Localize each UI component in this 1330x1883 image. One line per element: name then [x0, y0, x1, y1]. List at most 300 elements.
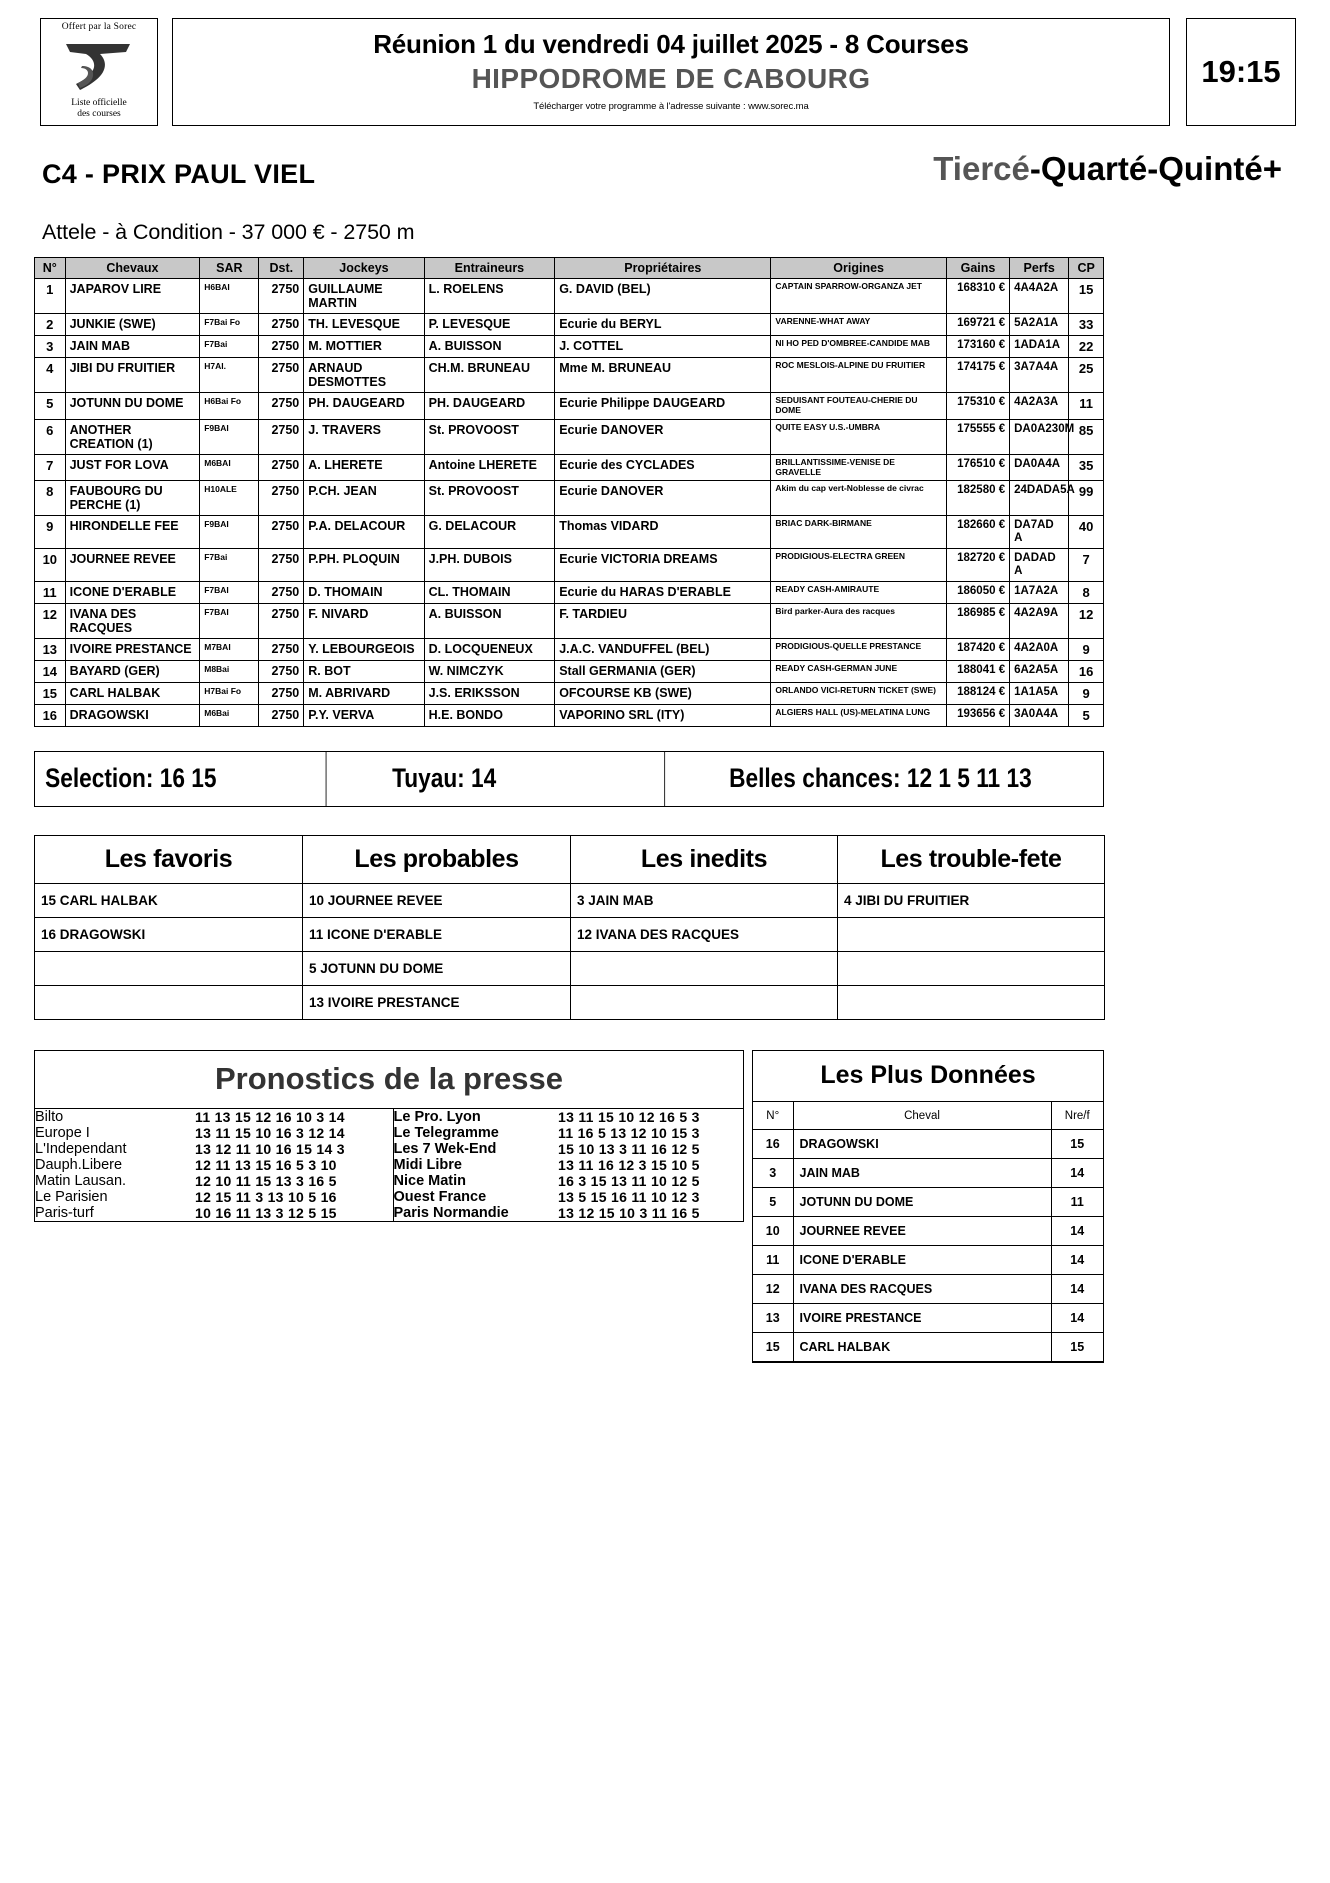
- col-header-trainers: Entraineurs: [424, 258, 555, 279]
- runner-trainer: L. ROELENS: [424, 279, 555, 314]
- runner-origin: NI HO PED D'OMBREE-CANDIDE MAB: [771, 336, 946, 358]
- runner-owner: Ecurie Philippe DAUGEARD: [555, 393, 771, 420]
- most-played-row: [753, 1188, 1103, 1217]
- group-cell: 4 JIBI DU FRUITIER: [838, 883, 1105, 917]
- press-source-name: Ouest France: [393, 1189, 558, 1205]
- runner-jockey: A. LHERETE: [304, 454, 424, 481]
- group-cell: 15 CARL HALBAK: [35, 883, 303, 917]
- col-header-origins: Origines: [771, 258, 946, 279]
- table-row: [35, 581, 1104, 603]
- press-source-name: Le Telegramme: [393, 1125, 558, 1141]
- group-header-trouble-fete: Les trouble-fete: [838, 835, 1105, 883]
- most-played-horse: JAIN MAB: [793, 1159, 1051, 1188]
- runner-sar: F9BAI: [200, 516, 259, 549]
- most-played-number: 15: [753, 1333, 793, 1362]
- press-source-picks: 10 16 11 13 3 12 5 15: [195, 1204, 337, 1221]
- runner-cp: 33: [1069, 314, 1104, 336]
- runner-perfs: 1ADA1A: [1010, 336, 1069, 358]
- runner-horse-name: FAUBOURG DU PERCHE (1): [65, 481, 200, 516]
- runner-trainer: G. DELACOUR: [424, 516, 555, 549]
- group-header-inedits: Les inedits: [571, 835, 838, 883]
- most-played-horse: JOURNEE REVEE: [793, 1217, 1051, 1246]
- press-predictions-table: [35, 1109, 743, 1221]
- bet-type-quarte-quinte: -Quarté-Quinté+: [1029, 150, 1282, 187]
- runner-jockey: R. BOT: [304, 660, 424, 682]
- runner-gains: 175555 €: [946, 419, 1009, 454]
- press-source-picks: 12 15 11 3 13 10 5 16: [195, 1188, 337, 1205]
- runner-distance: 2750: [259, 549, 304, 582]
- most-played-table: [753, 1102, 1103, 1363]
- runner-distance: 2750: [259, 704, 304, 726]
- runner-sar: H7Bai Fo: [200, 682, 259, 704]
- col-header-distance: Dst.: [259, 258, 304, 279]
- runner-sar: M7BAI: [200, 638, 259, 660]
- col-header-gains: Gains: [946, 258, 1009, 279]
- runner-origin: VARENNE-WHAT AWAY: [771, 314, 946, 336]
- runner-perfs: 4A4A2A: [1010, 279, 1069, 314]
- table-row: [35, 358, 1104, 393]
- group-row: [35, 985, 1105, 1019]
- runner-perfs: 24DADA5A: [1010, 481, 1069, 516]
- press-source-name: Midi Libre: [393, 1157, 558, 1173]
- press-source-picks: 11 13 15 12 16 10 3 14: [195, 1108, 345, 1125]
- press-row: [35, 1173, 743, 1189]
- press-source-picks: 13 12 15 10 3 11 16 5: [558, 1204, 700, 1221]
- group-header-probables: Les probables: [303, 835, 571, 883]
- runner-origin: QUITE EASY U.S.-UMBRA: [771, 419, 946, 454]
- runner-cp: 8: [1069, 581, 1104, 603]
- runner-distance: 2750: [259, 660, 304, 682]
- runner-origin: Bird parker-Aura des racques: [771, 603, 946, 638]
- runner-cp: 85: [1069, 419, 1104, 454]
- press-source-name: Paris-turf: [35, 1204, 94, 1221]
- most-played-title: Les Plus Données: [753, 1051, 1103, 1102]
- runner-horse-name: BAYARD (GER): [65, 660, 200, 682]
- table-row: [35, 336, 1104, 358]
- press-source-picks: 13 11 15 10 12 16 5 3: [558, 1108, 700, 1125]
- runner-horse-name: JOTUNN DU DOME: [65, 393, 200, 420]
- most-played-nref: 14: [1051, 1246, 1103, 1275]
- most-played-number: 3: [753, 1159, 793, 1188]
- runner-origin: BRIAC DARK-BIRMANE: [771, 516, 946, 549]
- race-conditions: Attele - à Condition - 37 000 € - 2750 m: [42, 220, 415, 244]
- runner-jockey: GUILLAUME MARTIN: [304, 279, 424, 314]
- most-played-horse: CARL HALBAK: [793, 1333, 1051, 1362]
- runner-trainer: CH.M. BRUNEAU: [424, 358, 555, 393]
- runner-number: 10: [35, 549, 66, 582]
- runner-cp: 15: [1069, 279, 1104, 314]
- belles-chances-text: Belles chances: 12 1 5 11 13: [728, 763, 1032, 794]
- press-source-picks: 16 3 15 13 11 10 12 5: [558, 1172, 700, 1189]
- press-row: [35, 1205, 743, 1221]
- most-played-nref: 14: [1051, 1275, 1103, 1304]
- runner-cp: 7: [1069, 549, 1104, 582]
- runner-cp: 9: [1069, 682, 1104, 704]
- runner-jockey: F. NIVARD: [304, 603, 424, 638]
- runner-trainer: PH. DAUGEARD: [424, 393, 555, 420]
- most-played-row: [753, 1246, 1103, 1275]
- most-played-number: 12: [753, 1275, 793, 1304]
- runner-gains: 169721 €: [946, 314, 1009, 336]
- runner-owner: J.A.C. VANDUFFEL (BEL): [555, 638, 771, 660]
- runner-trainer: St. PROVOOST: [424, 481, 555, 516]
- runner-distance: 2750: [259, 603, 304, 638]
- col-header-number: N°: [35, 258, 66, 279]
- bottom-section: [34, 1050, 1104, 1364]
- press-source-name: Le Parisien: [35, 1188, 108, 1205]
- press-source-name: Bilto: [35, 1108, 64, 1125]
- table-row: [35, 279, 1104, 314]
- press-source-name: Le Pro. Lyon: [393, 1109, 558, 1125]
- runner-gains: 187420 €: [946, 638, 1009, 660]
- runner-origin: ROC MESLOIS-ALPINE DU FRUITIER: [771, 358, 946, 393]
- runner-gains: 182580 €: [946, 481, 1009, 516]
- runner-origin: READY CASH-GERMAN JUNE: [771, 660, 946, 682]
- most-played-nref: 15: [1051, 1130, 1103, 1159]
- runner-sar: H6Bai Fo: [200, 393, 259, 420]
- most-played-horse: JOTUNN DU DOME: [793, 1188, 1051, 1217]
- press-source-name: Dauph.Libere: [35, 1156, 123, 1173]
- press-source-picks: 13 12 11 10 16 15 14 3: [195, 1140, 345, 1157]
- runner-trainer: P. LEVESQUE: [424, 314, 555, 336]
- runner-owner: Ecurie des CYCLADES: [555, 454, 771, 481]
- runner-origin: CAPTAIN SPARROW-ORGANZA JET: [771, 279, 946, 314]
- table-row: [35, 314, 1104, 336]
- logo-bottom-text: [71, 98, 126, 120]
- bet-type-tierce: Tiercé: [933, 150, 1030, 187]
- runner-number: 16: [35, 704, 66, 726]
- group-cell: [35, 985, 303, 1019]
- press-source-picks: 11 16 5 13 12 10 15 3: [558, 1124, 700, 1141]
- runner-number: 11: [35, 581, 66, 603]
- runner-sar: F7BAI: [200, 581, 259, 603]
- most-played-row: [753, 1159, 1103, 1188]
- runner-sar: F7Bai: [200, 549, 259, 582]
- group-cell: 16 DRAGOWSKI: [35, 917, 303, 951]
- group-cell: 12 IVANA DES RACQUES: [571, 917, 838, 951]
- runner-horse-name: ANOTHER CREATION (1): [65, 419, 200, 454]
- runner-perfs: DADAD A: [1010, 549, 1069, 582]
- press-row: [35, 1125, 743, 1141]
- download-note: Télécharger votre programme à l'adresse suivante : www.sorec.ma: [533, 101, 809, 113]
- groups-header-row: [35, 835, 1105, 883]
- runner-sar: H7AI.: [200, 358, 259, 393]
- table-row: [35, 704, 1104, 726]
- group-row: [35, 883, 1105, 917]
- group-cell: 10 JOURNEE REVEE: [303, 883, 571, 917]
- runner-perfs: 4A2A0A: [1010, 638, 1069, 660]
- runner-owner: G. DAVID (BEL): [555, 279, 771, 314]
- table-row: [35, 603, 1104, 638]
- table-row: [35, 454, 1104, 481]
- runner-perfs: 1A7A2A: [1010, 581, 1069, 603]
- runner-gains: 186985 €: [946, 603, 1009, 638]
- table-row: [35, 660, 1104, 682]
- runner-gains: 176510 €: [946, 454, 1009, 481]
- press-source-name: Matin Lausan.: [35, 1172, 127, 1189]
- most-played-col-horse: Cheval: [793, 1102, 1051, 1130]
- runner-perfs: 3A0A4A: [1010, 704, 1069, 726]
- runner-cp: 40: [1069, 516, 1104, 549]
- runner-perfs: DA0A230M: [1010, 419, 1069, 454]
- racecourse-name: HIPPODROME DE CABOURG: [471, 62, 871, 94]
- col-header-jockeys: Jockeys: [304, 258, 424, 279]
- runner-gains: 182720 €: [946, 549, 1009, 582]
- runner-trainer: A. BUISSON: [424, 336, 555, 358]
- logo-bottom-line2: des courses: [77, 108, 121, 119]
- runner-jockey: M. MOTTIER: [304, 336, 424, 358]
- runner-trainer: Antoine LHERETE: [424, 454, 555, 481]
- press-source-name: Les 7 Wek-End: [393, 1141, 558, 1157]
- press-row: [35, 1141, 743, 1157]
- table-row: [35, 393, 1104, 420]
- runner-perfs: DA7AD A: [1010, 516, 1069, 549]
- runner-cp: 9: [1069, 638, 1104, 660]
- runner-horse-name: JAPAROV LIRE: [65, 279, 200, 314]
- group-cell: [838, 917, 1105, 951]
- most-played-nref: 14: [1051, 1304, 1103, 1333]
- runner-origin: READY CASH-AMIRAUTE: [771, 581, 946, 603]
- runner-trainer: H.E. BONDO: [424, 704, 555, 726]
- runner-origin: ALGIERS HALL (US)-MELATINA LUNG: [771, 704, 946, 726]
- group-cell: [838, 951, 1105, 985]
- runner-cp: 99: [1069, 481, 1104, 516]
- runner-horse-name: JAIN MAB: [65, 336, 200, 358]
- most-played-header-row: [753, 1102, 1103, 1130]
- runner-sar: M6BAI: [200, 454, 259, 481]
- runner-sar: H6BAI: [200, 279, 259, 314]
- runner-jockey: TH. LEVESQUE: [304, 314, 424, 336]
- press-source-name: Paris Normandie: [393, 1205, 558, 1221]
- runner-number: 15: [35, 682, 66, 704]
- table-row: [35, 682, 1104, 704]
- group-cell: [35, 951, 303, 985]
- runner-number: 7: [35, 454, 66, 481]
- runner-gains: 175310 €: [946, 393, 1009, 420]
- most-played-row: [753, 1304, 1103, 1333]
- press-source-picks: 12 11 13 15 16 5 3 10: [195, 1156, 337, 1173]
- runner-horse-name: IVOIRE PRESTANCE: [65, 638, 200, 660]
- press-predictions-panel: [34, 1050, 744, 1222]
- runner-number: 3: [35, 336, 66, 358]
- runner-owner: Ecurie du HARAS D'ERABLE: [555, 581, 771, 603]
- most-played-nref: 15: [1051, 1333, 1103, 1362]
- selection-text: Selection: 16 15: [35, 752, 326, 806]
- group-cell: [838, 985, 1105, 1019]
- runner-sar: F9BAI: [200, 419, 259, 454]
- most-played-horse: IVOIRE PRESTANCE: [793, 1304, 1051, 1333]
- runner-number: 13: [35, 638, 66, 660]
- runner-cp: 25: [1069, 358, 1104, 393]
- runner-number: 9: [35, 516, 66, 549]
- runner-sar: H10ALE: [200, 481, 259, 516]
- runner-origin: PRODIGIOUS-ELECTRA GREEN: [771, 549, 946, 582]
- press-predictions-title: Pronostics de la presse: [35, 1051, 743, 1109]
- most-played-horse: DRAGOWSKI: [793, 1130, 1051, 1159]
- table-row: [35, 481, 1104, 516]
- runner-jockey: P.Y. VERVA: [304, 704, 424, 726]
- runner-owner: Ecurie du BERYL: [555, 314, 771, 336]
- runner-owner: J. COTTEL: [555, 336, 771, 358]
- runner-cp: 12: [1069, 603, 1104, 638]
- runner-horse-name: HIRONDELLE FEE: [65, 516, 200, 549]
- press-source-picks: 12 10 11 15 13 3 16 5: [195, 1172, 337, 1189]
- runner-perfs: 3A7A4A: [1010, 358, 1069, 393]
- group-header-favoris: Les favoris: [35, 835, 303, 883]
- runner-horse-name: JOURNEE REVEE: [65, 549, 200, 582]
- runner-cp: 11: [1069, 393, 1104, 420]
- runner-jockey: P.A. DELACOUR: [304, 516, 424, 549]
- runner-sar: M8Bai: [200, 660, 259, 682]
- runner-perfs: 5A2A1A: [1010, 314, 1069, 336]
- col-header-horses: Chevaux: [65, 258, 200, 279]
- most-played-row: [753, 1130, 1103, 1159]
- most-played-horse: IVANA DES RACQUES: [793, 1275, 1051, 1304]
- runner-origin: PRODIGIOUS-QUELLE PRESTANCE: [771, 638, 946, 660]
- runner-gains: 182660 €: [946, 516, 1009, 549]
- group-cell: 11 ICONE D'ERABLE: [303, 917, 571, 951]
- runner-horse-name: IVANA DES RACQUES: [65, 603, 200, 638]
- runner-gains: 168310 €: [946, 279, 1009, 314]
- runner-owner: Mme M. BRUNEAU: [555, 358, 771, 393]
- meeting-title: Réunion 1 du vendredi 04 juillet 2025 - 8 Courses: [373, 28, 969, 59]
- runners-header-row: [35, 258, 1104, 279]
- runner-distance: 2750: [259, 682, 304, 704]
- runner-distance: 2750: [259, 638, 304, 660]
- runner-owner: Ecurie DANOVER: [555, 481, 771, 516]
- most-played-nref: 14: [1051, 1159, 1103, 1188]
- most-played-number: 11: [753, 1246, 793, 1275]
- runner-owner: Ecurie DANOVER: [555, 419, 771, 454]
- runner-perfs: DA0A4A: [1010, 454, 1069, 481]
- runner-gains: 193656 €: [946, 704, 1009, 726]
- runner-jockey: J. TRAVERS: [304, 419, 424, 454]
- runner-trainer: St. PROVOOST: [424, 419, 555, 454]
- runner-number: 8: [35, 481, 66, 516]
- runner-distance: 2750: [259, 516, 304, 549]
- runner-sar: M6Bai: [200, 704, 259, 726]
- press-source-name: L'Independant: [35, 1140, 127, 1157]
- race-title: C4 - PRIX PAUL VIEL: [42, 159, 316, 189]
- group-cell: 13 IVOIRE PRESTANCE: [303, 985, 571, 1019]
- most-played-row: [753, 1333, 1103, 1362]
- runner-horse-name: ICONE D'ERABLE: [65, 581, 200, 603]
- runner-distance: 2750: [259, 279, 304, 314]
- most-played-col-number: N°: [753, 1102, 793, 1130]
- runner-number: 4: [35, 358, 66, 393]
- most-played-horse: ICONE D'ERABLE: [793, 1246, 1051, 1275]
- table-row: [35, 549, 1104, 582]
- runner-sar: F7BAI: [200, 603, 259, 638]
- runner-trainer: J.PH. DUBOIS: [424, 549, 555, 582]
- runner-number: 12: [35, 603, 66, 638]
- runner-perfs: 1A1A5A: [1010, 682, 1069, 704]
- runner-origin: ORLANDO VICI-RETURN TICKET (SWE): [771, 682, 946, 704]
- col-header-cp: CP: [1069, 258, 1104, 279]
- runner-jockey: P.PH. PLOQUIN: [304, 549, 424, 582]
- race-time: 19:15: [1186, 18, 1296, 126]
- runner-horse-name: CARL HALBAK: [65, 682, 200, 704]
- runner-sar: F7Bai: [200, 336, 259, 358]
- runner-number: 5: [35, 393, 66, 420]
- col-header-owners: Propriétaires: [555, 258, 771, 279]
- runner-cp: 35: [1069, 454, 1104, 481]
- document-header: [34, 18, 1296, 126]
- runner-horse-name: JIBI DU FRUITIER: [65, 358, 200, 393]
- press-source-name: Nice Matin: [393, 1173, 558, 1189]
- logo-top-text: Offert par la Sorec: [61, 22, 137, 32]
- runner-owner: F. TARDIEU: [555, 603, 771, 638]
- group-cell: 3 JAIN MAB: [571, 883, 838, 917]
- runner-jockey: ARNAUD DESMOTTES: [304, 358, 424, 393]
- sorec-logo-box: [40, 18, 158, 126]
- group-cell: [571, 985, 838, 1019]
- runner-origin: Akim du cap vert-Noblesse de civrac: [771, 481, 946, 516]
- runner-horse-name: JUST FOR LOVA: [65, 454, 200, 481]
- press-row: [35, 1189, 743, 1205]
- runner-distance: 2750: [259, 358, 304, 393]
- runner-distance: 2750: [259, 393, 304, 420]
- runner-owner: Stall GERMANIA (GER): [555, 660, 771, 682]
- runner-gains: 188041 €: [946, 660, 1009, 682]
- meeting-title-box: [172, 18, 1170, 126]
- press-row: [35, 1157, 743, 1173]
- groups-table: [34, 835, 1105, 1020]
- runner-distance: 2750: [259, 419, 304, 454]
- most-played-number: 13: [753, 1304, 793, 1333]
- runner-owner: VAPORINO SRL (ITY): [555, 704, 771, 726]
- table-row: [35, 638, 1104, 660]
- press-source-picks: 13 11 15 10 16 3 12 14: [195, 1124, 345, 1141]
- runner-distance: 2750: [259, 581, 304, 603]
- runner-perfs: 4A2A3A: [1010, 393, 1069, 420]
- press-source-picks: 13 5 15 16 11 10 12 3: [558, 1188, 700, 1205]
- runner-trainer: CL. THOMAIN: [424, 581, 555, 603]
- runner-distance: 2750: [259, 454, 304, 481]
- group-row: [35, 917, 1105, 951]
- press-source-name: Europe I: [35, 1124, 90, 1141]
- most-played-number: 16: [753, 1130, 793, 1159]
- runner-distance: 2750: [259, 481, 304, 516]
- runner-perfs: 4A2A9A: [1010, 603, 1069, 638]
- logo-bottom-line1: Liste officielle: [71, 97, 127, 108]
- press-source-picks: 15 10 13 3 11 16 12 5: [558, 1140, 700, 1157]
- runners-table: [34, 257, 1104, 727]
- runner-gains: 186050 €: [946, 581, 1009, 603]
- col-header-perfs: Perfs: [1010, 258, 1069, 279]
- runner-owner: Ecurie VICTORIA DREAMS: [555, 549, 771, 582]
- runner-jockey: PH. DAUGEARD: [304, 393, 424, 420]
- most-played-number: 5: [753, 1188, 793, 1217]
- most-played-number: 10: [753, 1217, 793, 1246]
- runner-gains: 173160 €: [946, 336, 1009, 358]
- table-row: [35, 419, 1104, 454]
- runner-gains: 188124 €: [946, 682, 1009, 704]
- runner-cp: 5: [1069, 704, 1104, 726]
- press-row: [35, 1109, 743, 1125]
- most-played-row: [753, 1275, 1103, 1304]
- runner-owner: OFCOURSE KB (SWE): [555, 682, 771, 704]
- runner-horse-name: DRAGOWSKI: [65, 704, 200, 726]
- group-cell: [571, 951, 838, 985]
- most-played-panel: [752, 1050, 1104, 1364]
- runner-jockey: Y. LEBOURGEOIS: [304, 638, 424, 660]
- press-source-picks: 13 11 16 12 3 15 10 5: [558, 1156, 700, 1173]
- most-played-nref: 14: [1051, 1217, 1103, 1246]
- runner-number: 1: [35, 279, 66, 314]
- runner-distance: 2750: [259, 314, 304, 336]
- runner-jockey: D. THOMAIN: [304, 581, 424, 603]
